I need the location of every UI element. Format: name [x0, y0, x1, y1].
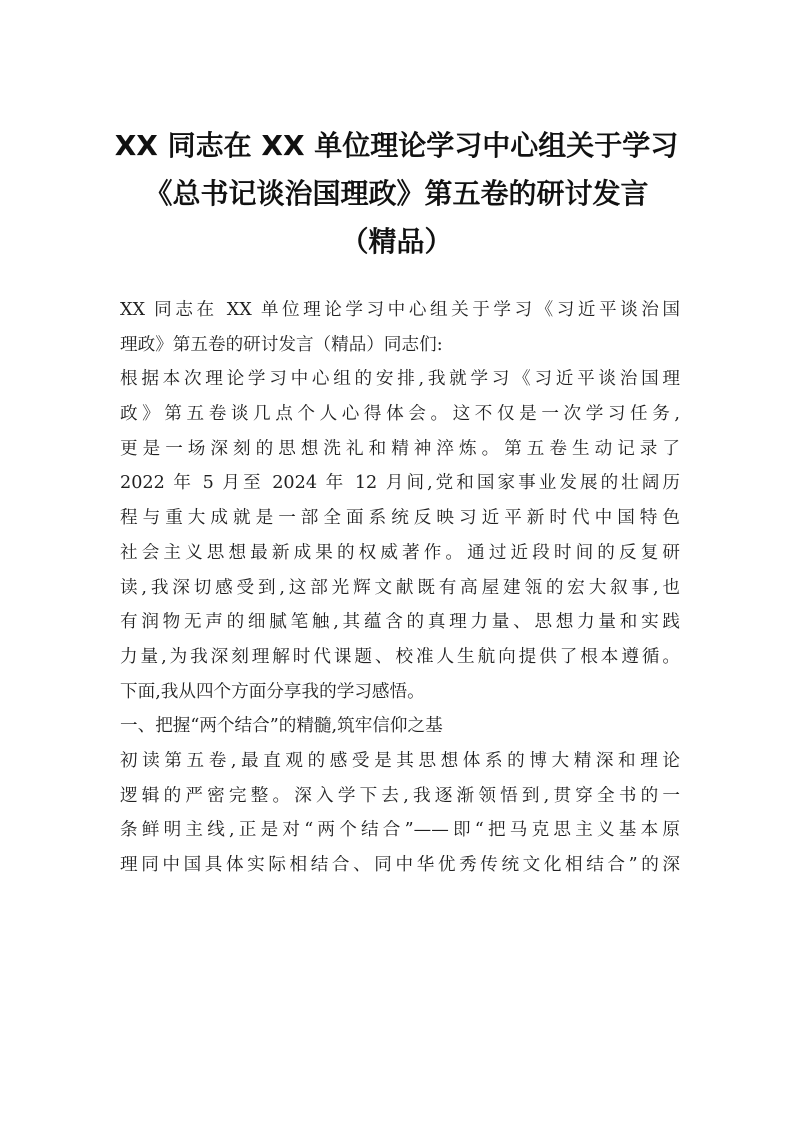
body-line: 更是一场深刻的思想洗礼和精神淬炼。第五卷生动记录了: [120, 438, 680, 459]
body-line: 2022 年 5 月至 2024 年 12 月间,党和国家事业发展的壮阔历: [120, 473, 680, 494]
document-body: [120, 293, 680, 883]
title-line: 《总书记谈治国理政》第五卷的研讨发言: [144, 177, 649, 210]
body-line: 理同中国具体实际相结合、同中华优秀传统文化相结合”的深: [120, 855, 680, 875]
body-line: 初读第五卷,最直观的感受是其思想体系的博大精深和理论: [120, 750, 680, 771]
body-line: 程与重大成就是一部全面系统反映习近平新时代中国特色: [120, 508, 680, 529]
body-line: 理政》第五卷的研讨发言（精品）同志们:: [120, 334, 443, 355]
title-line: XX 同志在 XX 单位理论学习中心组关于学习: [114, 129, 679, 162]
body-line: 条鲜明主线,正是对“两个结合”——即“把马克思主义基本原: [120, 820, 680, 841]
body-line: 力量,为我深刻理解时代课题、校准人生航向提供了根本遵循。: [120, 646, 680, 667]
body-line: 下面,我从四个方面分享我的学习感悟。: [120, 681, 425, 702]
body-line: 逻辑的严密完整。深入学下去,我逐渐领悟到,贯穿全书的一: [120, 785, 680, 806]
body-line: 根据本次理论学习中心组的安排,我就学习《习近平谈治国理: [120, 369, 680, 390]
title-line: （精品）: [340, 225, 453, 258]
body-line: 社会主义思想最新成果的权威著作。通过近段时间的反复研: [120, 542, 680, 563]
body-line: 政》第五卷谈几点个人心得体会。这不仅是一次学习任务,: [120, 404, 680, 425]
body-line: 读,我深切感受到,这部光辉文献既有高屋建瓴的宏大叙事,也: [120, 577, 680, 598]
body-line: 有润物无声的细腻笔触,其蕴含的真理力量、思想力量和实践: [120, 612, 680, 633]
section-heading: 一、把握“两个结合”的精髓,筑牢信仰之基: [120, 716, 443, 737]
body-line: XX 同志在 XX 单位理论学习中心组关于学习《习近平谈治国: [120, 300, 680, 320]
document-title: [100, 122, 693, 266]
